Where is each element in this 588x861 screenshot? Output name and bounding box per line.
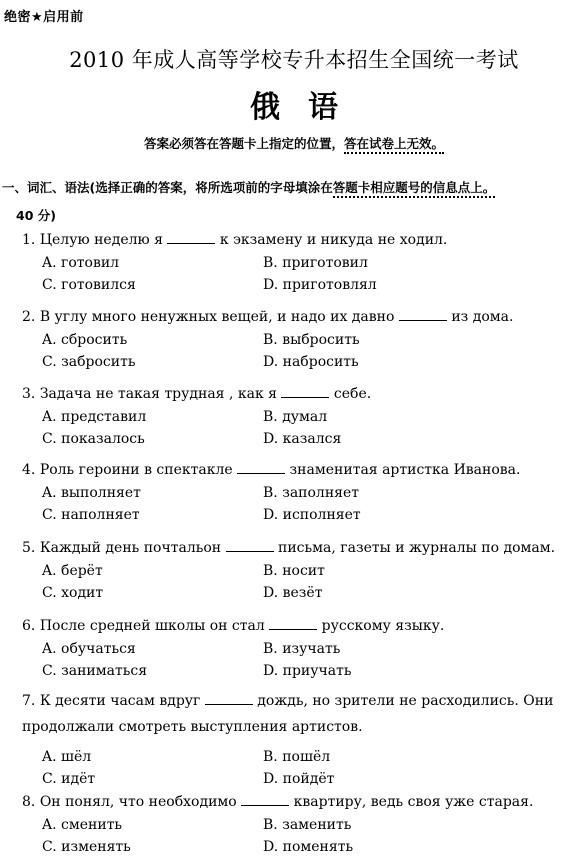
- options-row: [22, 274, 586, 296]
- answer-blank: [269, 615, 317, 630]
- question-stem: [22, 305, 586, 329]
- option-c: C. забросить: [42, 354, 136, 370]
- options-row: [22, 329, 586, 351]
- stem-before: Задача не такая трудная , как я: [39, 386, 277, 402]
- options-row: [22, 252, 586, 274]
- section-heading: [2, 174, 586, 230]
- option-a: A. представил: [42, 409, 147, 425]
- option-a: A. сменить: [42, 817, 123, 833]
- answer-blank: [399, 306, 447, 321]
- option-b: B. изучать: [263, 641, 341, 657]
- stem-after: письма, газеты и журналы по домам.: [278, 540, 556, 556]
- question-number: 1.: [22, 232, 36, 248]
- option-b: B. носит: [263, 563, 325, 579]
- option-a: A. выполняет: [42, 485, 141, 501]
- question-2: [22, 305, 586, 373]
- subject-title: 俄语: [250, 90, 366, 125]
- question-number: 6.: [22, 618, 36, 634]
- confidential-label: 绝密★启用前: [4, 10, 84, 25]
- options-row: [22, 351, 586, 373]
- option-b: B. думал: [263, 409, 328, 425]
- question-stem: [22, 382, 586, 406]
- question-1: [22, 228, 586, 296]
- question-4: [22, 458, 586, 526]
- section-instruction-emphasis: 答题卡相应题号的信息点上。: [333, 180, 496, 198]
- stem-before: Целую неделю я: [39, 232, 163, 248]
- question-stem: [22, 790, 586, 814]
- option-c: C. показалось: [42, 431, 145, 447]
- question-number: 7.: [22, 693, 36, 709]
- option-d: D. казался: [263, 431, 342, 447]
- notice-emphasis: 答在试卷上无效。: [344, 136, 444, 154]
- option-d: D. приучать: [263, 663, 352, 679]
- options-row: [22, 406, 586, 428]
- stem-after: дождь, но зрители не расходились. Они продолжали смотреть выступления артистов.: [22, 693, 554, 735]
- stem-before: Каждый день почтальон: [39, 540, 222, 556]
- option-a: A. берёт: [42, 563, 103, 579]
- question-stem: [22, 614, 586, 638]
- question-stem: [22, 228, 586, 252]
- stem-before: Он понял, что необходимо: [39, 794, 237, 810]
- option-a: A. сбросить: [42, 332, 128, 348]
- stem-before: В углу много ненужных вещей, и надо их давно: [39, 309, 395, 325]
- options-row: [22, 660, 586, 682]
- question-number: 5.: [22, 540, 36, 556]
- option-c: C. заниматься: [42, 663, 148, 679]
- question-3: [22, 382, 586, 450]
- answer-blank: [237, 459, 285, 474]
- option-d: D. везёт: [263, 585, 323, 601]
- answer-blank: [205, 690, 253, 705]
- option-d: D. поменять: [263, 839, 354, 855]
- question-stem: [22, 458, 586, 482]
- option-c: C. готовился: [42, 277, 136, 293]
- options-row: [22, 638, 586, 660]
- option-a: A. шёл: [42, 749, 92, 765]
- exam-title: 2010 年成人高等学校专升本招生全国统一考试: [69, 48, 519, 72]
- option-d: D. исполняет: [263, 507, 361, 523]
- option-b: B. приготовил: [263, 255, 368, 271]
- option-b: B. заполняет: [263, 485, 360, 501]
- question-number: 3.: [22, 386, 36, 402]
- options-row: [22, 836, 586, 858]
- question-7: [22, 688, 586, 790]
- stem-after: квартиру, ведь своя уже старая.: [293, 794, 534, 810]
- option-a: A. готовил: [42, 255, 120, 271]
- stem-after: из дома.: [451, 309, 514, 325]
- stem-after: знаменитая артистка Иванова.: [289, 462, 521, 478]
- question-number: 4.: [22, 462, 36, 478]
- option-a: A. обучаться: [42, 641, 136, 657]
- answer-blank: [226, 537, 274, 552]
- options-row: [22, 582, 586, 604]
- options-group: [22, 746, 586, 790]
- option-c: C. наполняет: [42, 507, 140, 523]
- question-6: [22, 614, 586, 682]
- question-stem: [22, 688, 586, 740]
- options-row: [22, 504, 586, 526]
- option-b: B. пошёл: [263, 749, 331, 765]
- section-instruction: 一、词汇、语法(选择正确的答案，将所选项前的字母填涂在: [2, 180, 333, 195]
- stem-after: к экзамену и никуда не ходил.: [219, 232, 448, 248]
- section-points: 40 分): [16, 208, 56, 223]
- answer-blank: [241, 791, 289, 806]
- stem-before: К десяти часам вдруг: [39, 693, 201, 709]
- stem-before: После средней школы он стал: [39, 618, 265, 634]
- question-5: [22, 536, 586, 604]
- option-d: D. приготовлял: [263, 277, 377, 293]
- options-row: [22, 814, 586, 836]
- question-number: 8.: [22, 794, 36, 810]
- stem-before: Роль героини в спектакле: [39, 462, 233, 478]
- question-8: [22, 790, 586, 858]
- question-stem: [22, 536, 586, 560]
- notice-text: 答案必须答在答题卡上指定的位置，: [143, 136, 344, 151]
- answer-blank: [281, 383, 329, 398]
- answer-notice: [0, 134, 588, 152]
- option-b: B. выбросить: [263, 332, 360, 348]
- option-c: C. изменять: [42, 839, 131, 855]
- options-row: [22, 482, 586, 504]
- option-d: D. набросить: [263, 354, 359, 370]
- stem-after: русскому языку.: [321, 618, 445, 634]
- question-number: 2.: [22, 309, 36, 325]
- option-d: D. пойдёт: [263, 771, 335, 787]
- stem-after: себе.: [333, 386, 372, 402]
- options-row: [22, 768, 586, 790]
- option-b: B. заменить: [263, 817, 352, 833]
- options-row: [22, 746, 586, 768]
- option-c: C. идёт: [42, 771, 96, 787]
- options-row: [22, 428, 586, 450]
- answer-blank: [167, 229, 215, 244]
- option-c: C. ходит: [42, 585, 104, 601]
- options-row: [22, 560, 586, 582]
